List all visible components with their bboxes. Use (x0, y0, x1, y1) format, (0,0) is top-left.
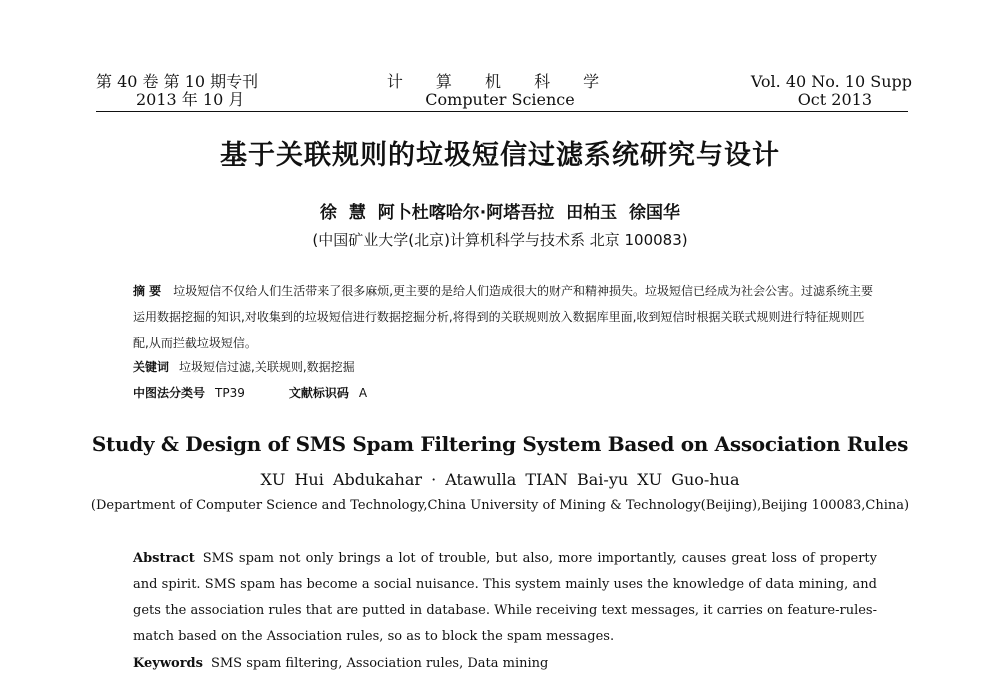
abstract-zh-label: 摘 要 (133, 284, 162, 298)
keywords-zh (133, 354, 355, 380)
abstract-en (133, 546, 877, 650)
clc-label: 中图法分类号 (133, 386, 206, 400)
volume-zh: 第 40 卷 第 10 期专刊 (96, 72, 259, 91)
clc-value: TP39 (215, 386, 245, 400)
journal-issue-en (751, 73, 912, 109)
journal-name-zh: 计 算 机 科 学 (386, 72, 614, 91)
date-en: Oct 2013 (797, 90, 872, 109)
affiliation-zh: (中国矿业大学(北京)计算机科学与技术系 北京 100083) (312, 231, 688, 249)
authors-en: XU Hui Abdukahar · Atawulla TIAN Bai-yu XU Guo-hua (260, 470, 740, 489)
doc-code-label: 文献标识码 (288, 386, 349, 400)
abstract-zh (133, 278, 873, 356)
classification-zh (133, 380, 367, 406)
keywords-zh-text: 垃圾短信过滤,关联规则,数据挖掘 (179, 360, 355, 374)
paper-title-en: Study & Design of SMS Spam Filtering System Based on Association Rules (91, 432, 909, 456)
header-rule (96, 111, 908, 112)
keywords-en (133, 651, 548, 677)
authors-zh: 徐 慧 阿卜杜喀哈尔·阿塔吾拉 田柏玉 徐国华 (319, 203, 681, 223)
doc-code-value: A (358, 386, 368, 400)
journal-name-en: Computer Science (425, 90, 575, 109)
abstract-en-text: SMS spam not only brings a lot of trouble, but also, more importantly, causes great loss of property and spirit. SMS spam has become a social nuisance. This system mainly uses the knowledge of data mining, and gets the association rules that are putted in database. While receiving text messages, it carries on feature-rules-match based on the Association rules, so as to block the spam messages. (133, 551, 877, 644)
abstract-zh-text: 垃圾短信不仅给人们生活带来了很多麻烦,更主要的是给人们造成很大的财产和精神损失。垃圾短信已经成为社会公害。过滤系统主要运用数据挖掘的知识,对收集到的垃圾短信进行数据挖掘分析,将得到的关联规则放入数据库里面,收到短信时根据关联式规则进行特征规则匹配,从而拦截垃圾短信。 (133, 284, 874, 350)
abstract-en-label: Abstract (133, 551, 195, 566)
paper-title-zh: 基于关联规则的垃圾短信过滤系统研究与设计 (220, 140, 780, 171)
keywords-en-label: Keywords (133, 656, 203, 671)
keywords-zh-label: 关键词 (133, 360, 170, 374)
volume-en: Vol. 40 No. 10 Supp (750, 72, 912, 91)
keywords-en-text: SMS spam filtering, Association rules, Data mining (210, 656, 549, 671)
date-zh: 2013 年 10 月 (136, 90, 245, 109)
affiliation-en: (Department of Computer Science and Technology,China University of Mining & Technology(Beijing),Beijing 100083,China) (90, 498, 910, 513)
